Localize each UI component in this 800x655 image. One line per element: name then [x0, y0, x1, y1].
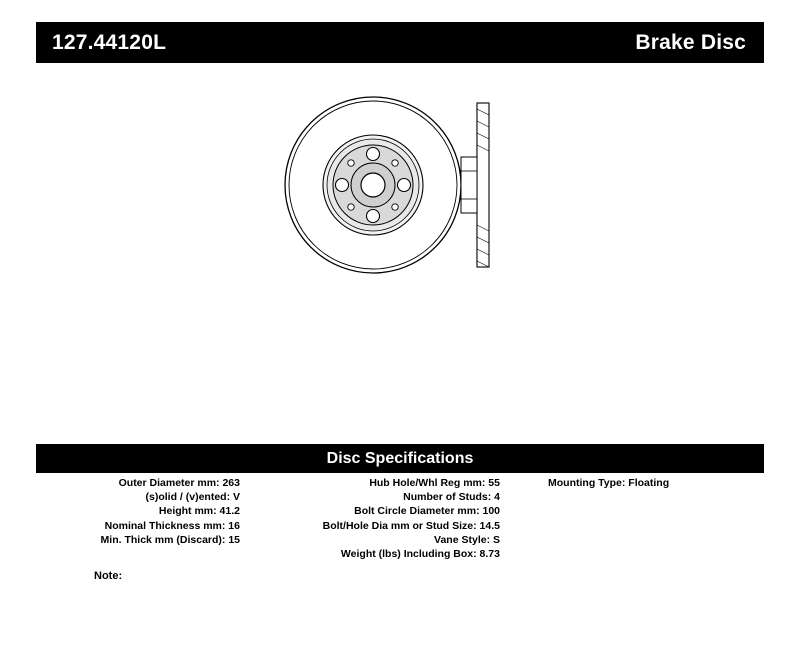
spec-item: Height mm: 41.2 [158, 505, 240, 518]
spec-column-right [548, 476, 764, 490]
spec-item: (s)olid / (v)ented: V [145, 491, 240, 504]
rotor-front-view [285, 97, 461, 273]
brake-disc-svg [280, 85, 530, 285]
spec-item: Outer Diameter mm: 263 [118, 477, 240, 489]
spec-column-left [36, 476, 240, 547]
spec-item: Vane Style: S [434, 533, 500, 546]
spec-columns [36, 476, 764, 586]
page-title: Brake Disc [635, 31, 746, 54]
spec-section-title: Disc Specifications [326, 449, 474, 467]
spec-item: Bolt/Hole Dia mm or Stud Size: 14.5 [322, 519, 500, 532]
part-number: 127.44120L [52, 31, 167, 54]
header-bar [36, 22, 764, 63]
spec-item: Hub Hole/Whl Reg mm: 55 [369, 477, 500, 489]
spec-column-middle [254, 476, 500, 561]
spec-section-header [36, 444, 764, 473]
rotor-side-profile [461, 103, 489, 267]
brake-disc-illustration [280, 85, 530, 285]
spec-item: Mounting Type: Floating [548, 477, 670, 489]
spec-item: Bolt Circle Diameter mm: 100 [354, 505, 500, 518]
spec-item: Nominal Thickness mm: 16 [104, 519, 240, 532]
spec-item: Min. Thick mm (Discard): 15 [100, 533, 240, 546]
spec-item: Number of Studs: 4 [403, 491, 500, 504]
spec-item: Weight (lbs) Including Box: 8.73 [340, 548, 500, 561]
note-label: Note: [94, 570, 123, 582]
